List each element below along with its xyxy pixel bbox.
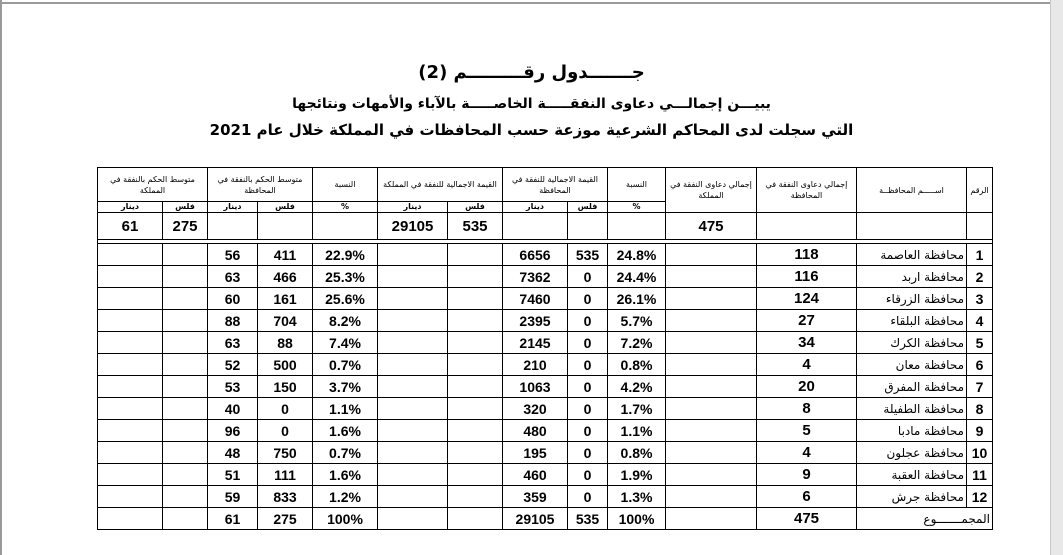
- row-pct-2: 8.2%: [313, 310, 378, 332]
- governorate-name: محافظة مادبا: [857, 420, 967, 442]
- table-row: [98, 486, 993, 508]
- row-pct-1: 1.1%: [608, 420, 666, 442]
- governorate-rows: [98, 244, 993, 508]
- table-row: [98, 332, 993, 354]
- row-avg-dinar: 63: [208, 266, 258, 288]
- row-number: 8: [967, 398, 993, 420]
- row-pct-1: 24.8%: [608, 244, 666, 266]
- row-value-fils: 0: [568, 266, 608, 288]
- row-pct-2: 1.6%: [313, 420, 378, 442]
- row-pct-2: 0.7%: [313, 354, 378, 376]
- row-value-fils: 0: [568, 420, 608, 442]
- table-title: جـــــــدول رقـــــــــم (2): [418, 62, 645, 83]
- row-number: 2: [967, 266, 993, 288]
- row-value-fils: 0: [568, 464, 608, 486]
- row-value-dinar: 480: [503, 420, 568, 442]
- row-number: 7: [967, 376, 993, 398]
- table-row: [98, 266, 993, 288]
- window-left-border: [0, 0, 2, 555]
- row-pct-2: 25.6%: [313, 288, 378, 310]
- row-pct-2: 1.2%: [313, 486, 378, 508]
- row-number: 10: [967, 442, 993, 464]
- row-avg-dinar: 59: [208, 486, 258, 508]
- row-cases: 20: [757, 376, 857, 398]
- row-pct-1: 0.8%: [608, 354, 666, 376]
- row-avg-dinar: 88: [208, 310, 258, 332]
- row-pct-1: 26.1%: [608, 288, 666, 310]
- total-avg-fils: 275: [258, 508, 313, 530]
- row-value-dinar: 195: [503, 442, 568, 464]
- row-cases: 6: [757, 486, 857, 508]
- row-cases: 5: [757, 420, 857, 442]
- table-row: [98, 244, 993, 266]
- row-pct-2: 0.7%: [313, 442, 378, 464]
- row-avg-dinar: 63: [208, 332, 258, 354]
- window-top-border: [0, 2, 1063, 4]
- row-value-fils: 0: [568, 442, 608, 464]
- total-pct-1: 100%: [608, 508, 666, 530]
- governorate-name: محافظة عجلون: [857, 442, 967, 464]
- row-number: 6: [967, 354, 993, 376]
- row-value-fils: 0: [568, 332, 608, 354]
- row-cases: 34: [757, 332, 857, 354]
- row-value-dinar: 2395: [503, 310, 568, 332]
- header-cases-gov: إجمالي دعاوى النفقة في المحافظة: [757, 168, 857, 213]
- row-avg-fils: 704: [258, 310, 313, 332]
- kingdom-cases: 475: [666, 213, 757, 240]
- table-row: [98, 288, 993, 310]
- row-number: 9: [967, 420, 993, 442]
- subheader-fils-1: فلس: [568, 202, 608, 213]
- subheader-dinar-1: دينار: [503, 202, 568, 213]
- header-avg-gov: متوسط الحكم بالنفقة في المحافظة: [208, 168, 313, 202]
- row-value-fils: 0: [568, 398, 608, 420]
- row-value-dinar: 460: [503, 464, 568, 486]
- subheader-fils-2: فلس: [448, 202, 503, 213]
- row-value-dinar: 320: [503, 398, 568, 420]
- header-governorate: اســـــم المحافظــة: [857, 168, 967, 213]
- governorate-name: محافظة البلقاء: [857, 310, 967, 332]
- governorate-name: محافظة اربد: [857, 266, 967, 288]
- row-avg-fils: 833: [258, 486, 313, 508]
- subheader-percent-1: %: [608, 202, 666, 213]
- row-pct-1: 0.8%: [608, 442, 666, 464]
- table-row: [98, 464, 993, 486]
- governorate-name: محافظة معان: [857, 354, 967, 376]
- subheader-dinar-2: دينار: [378, 202, 448, 213]
- row-value-fils: 0: [568, 310, 608, 332]
- row-pct-1: 1.9%: [608, 464, 666, 486]
- row-pct-1: 1.3%: [608, 486, 666, 508]
- total-row: [98, 508, 993, 530]
- row-number: 11: [967, 464, 993, 486]
- row-number: 1: [967, 244, 993, 266]
- row-cases: 27: [757, 310, 857, 332]
- subheader-percent-3: %: [313, 202, 378, 213]
- governorate-name: محافظة العقبة: [857, 464, 967, 486]
- total-label: المجمـــــــوع: [857, 508, 993, 530]
- row-pct-2: 1.1%: [313, 398, 378, 420]
- total-fils: 535: [568, 508, 608, 530]
- row-avg-dinar: 52: [208, 354, 258, 376]
- row-cases: 4: [757, 354, 857, 376]
- subheader-fils-4: فلس: [163, 202, 208, 213]
- governorate-name: محافظة الطفيلة: [857, 398, 967, 420]
- table-row: [98, 354, 993, 376]
- row-value-fils: 535: [568, 244, 608, 266]
- governorate-name: محافظة الزرقاء: [857, 288, 967, 310]
- header-value-gov: القيمة الاجمالية للنفقة في المحافظة: [503, 168, 608, 202]
- row-cases: 8: [757, 398, 857, 420]
- row-avg-fils: 500: [258, 354, 313, 376]
- governorate-name: محافظة الكرك: [857, 332, 967, 354]
- header-cases-kingdom: إجمالي دعاوى النفقة في المملكة: [666, 168, 757, 213]
- row-pct-1: 1.7%: [608, 398, 666, 420]
- row-avg-fils: 0: [258, 398, 313, 420]
- row-avg-dinar: 53: [208, 376, 258, 398]
- kingdom-avg-fils: 275: [163, 213, 208, 240]
- kingdom-avg-dinar: 61: [98, 213, 163, 240]
- row-pct-1: 24.4%: [608, 266, 666, 288]
- row-pct-2: 7.4%: [313, 332, 378, 354]
- row-avg-fils: 0: [258, 420, 313, 442]
- header-value-kingdom: القيمة الاجمالية للنفقة في المملكة: [378, 168, 503, 202]
- row-value-fils: 0: [568, 486, 608, 508]
- row-avg-fils: 150: [258, 376, 313, 398]
- table-subtitle-1: يبيـــن إجمالـــي دعاوى النفقـــــة الخاصـــــة بالآباء والأمهات ونتائجها: [292, 96, 771, 112]
- row-avg-fils: 750: [258, 442, 313, 464]
- row-avg-dinar: 48: [208, 442, 258, 464]
- row-value-dinar: 2145: [503, 332, 568, 354]
- row-number: 3: [967, 288, 993, 310]
- row-avg-dinar: 51: [208, 464, 258, 486]
- row-cases: 116: [757, 266, 857, 288]
- row-cases: 4: [757, 442, 857, 464]
- row-pct-2: 22.9%: [313, 244, 378, 266]
- row-avg-dinar: 60: [208, 288, 258, 310]
- kingdom-value-fils: 535: [448, 213, 503, 240]
- subheader-dinar-3: دينار: [208, 202, 258, 213]
- maintenance-cases-table: [97, 167, 993, 530]
- row-value-dinar: 7460: [503, 288, 568, 310]
- row-number: 5: [967, 332, 993, 354]
- row-value-dinar: 359: [503, 486, 568, 508]
- table-row: [98, 398, 993, 420]
- table-subtitle-2: التي سجلت لدى المحاكم الشرعية موزعة حسب المحافظات في المملكة خلال عام 2021: [209, 121, 854, 139]
- row-cases: 118: [757, 244, 857, 266]
- scrollbar-track[interactable]: [1050, 0, 1063, 555]
- header-row: [98, 168, 993, 202]
- total-dinar: 29105: [503, 508, 568, 530]
- header-pct-3: النسبة: [313, 168, 378, 202]
- table-row: [98, 310, 993, 332]
- row-value-fils: 0: [568, 376, 608, 398]
- governorate-name: محافظة العاصمة: [857, 244, 967, 266]
- row-pct-1: 7.2%: [608, 332, 666, 354]
- subheader-dinar-4: دينار: [98, 202, 163, 213]
- header-avg-kingdom: متوسط الحكم بالنفقة في المملكة: [98, 168, 208, 202]
- row-number: 4: [967, 310, 993, 332]
- kingdom-row: [98, 213, 993, 240]
- total-pct-2: 100%: [313, 508, 378, 530]
- row-pct-2: 3.7%: [313, 376, 378, 398]
- row-value-fils: 0: [568, 354, 608, 376]
- row-avg-fils: 411: [258, 244, 313, 266]
- governorate-name: محافظة جرش: [857, 486, 967, 508]
- governorate-name: محافظة المفرق: [857, 376, 967, 398]
- row-avg-dinar: 96: [208, 420, 258, 442]
- row-value-dinar: 7362: [503, 266, 568, 288]
- row-avg-fils: 161: [258, 288, 313, 310]
- row-pct-2: 25.3%: [313, 266, 378, 288]
- row-value-dinar: 1063: [503, 376, 568, 398]
- row-value-dinar: 6656: [503, 244, 568, 266]
- row-avg-dinar: 56: [208, 244, 258, 266]
- subheader-fils-3: فلس: [258, 202, 313, 213]
- total-cases: 475: [757, 508, 857, 530]
- row-value-fils: 0: [568, 288, 608, 310]
- row-avg-fils: 111: [258, 464, 313, 486]
- total-avg-dinar: 61: [208, 508, 258, 530]
- row-value-dinar: 210: [503, 354, 568, 376]
- row-avg-dinar: 40: [208, 398, 258, 420]
- row-avg-fils: 88: [258, 332, 313, 354]
- row-number: 12: [967, 486, 993, 508]
- row-avg-fils: 466: [258, 266, 313, 288]
- header-num: الرقم: [967, 168, 993, 213]
- row-pct-2: 1.6%: [313, 464, 378, 486]
- row-cases: 9: [757, 464, 857, 486]
- kingdom-value-dinar: 29105: [378, 213, 448, 240]
- table-row: [98, 442, 993, 464]
- row-pct-1: 4.2%: [608, 376, 666, 398]
- table-row: [98, 420, 993, 442]
- row-pct-1: 5.7%: [608, 310, 666, 332]
- header-pct-1: النسبة: [608, 168, 666, 202]
- row-cases: 124: [757, 288, 857, 310]
- table-row: [98, 376, 993, 398]
